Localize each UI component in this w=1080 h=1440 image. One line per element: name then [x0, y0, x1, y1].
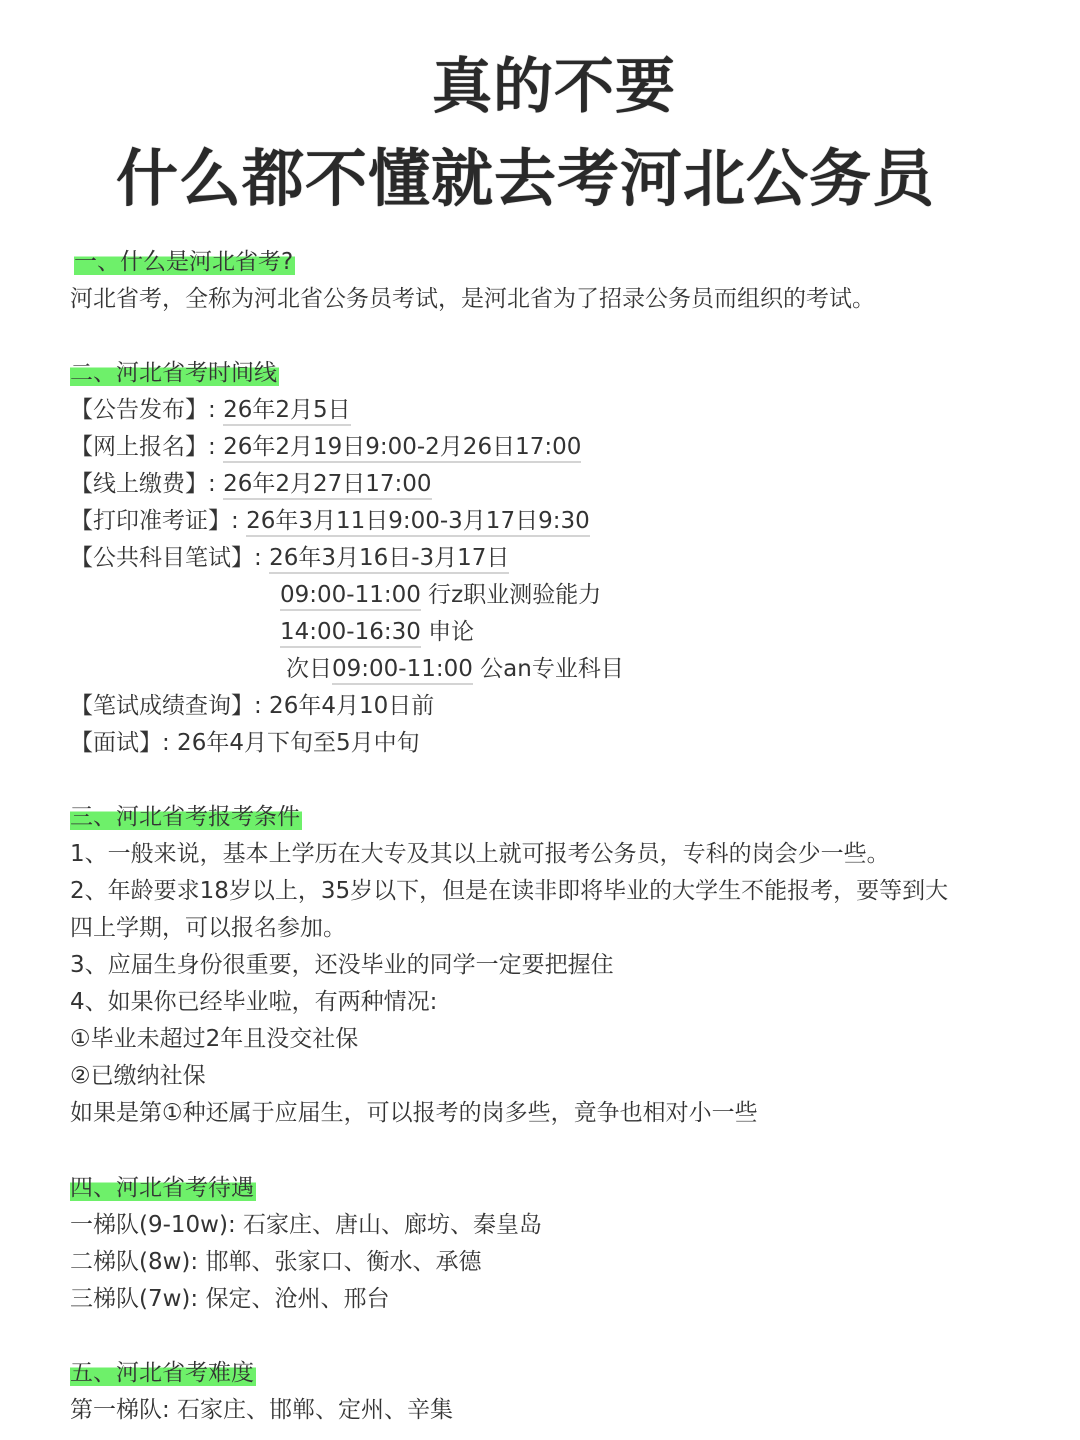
condition-4-case-1: ①毕业未超过2年且没交社保 [70, 1026, 359, 1052]
timeline-value: 26年3月16日-3月17日 [269, 545, 509, 574]
section-3-heading-text: 三、河北省考报考条件 [70, 804, 300, 830]
timeline-item [70, 541, 509, 575]
salary-tier: 三梯队(7w): 保定、沧州、邢台 [70, 1286, 390, 1312]
condition-4-case-2: ②已缴纳社保 [70, 1063, 206, 1089]
timeline-value: 26年2月19日9:00-2月26日17:00 [223, 434, 581, 463]
salary-tier: 二梯队(8w): 邯郸、张家口、衡水、承德 [70, 1249, 482, 1275]
page-title-line-2: 什么都不懂就去考河北公务员 [116, 142, 936, 215]
section-2-heading [70, 356, 279, 390]
condition-1: 1、一般来说，基本上学历在大专及其以上就可报考公务员，专科的岗会少一些。 [70, 841, 890, 867]
exam-time: 09:00-11:00 [280, 582, 421, 611]
exam-subject: 申论 [420, 619, 475, 645]
timeline-label: 【网上报名】: [70, 434, 224, 460]
condition-2-line-2: 四上学期，可以报名参加。 [70, 915, 346, 941]
timeline-label: 【公共科目笔试】: [70, 545, 270, 571]
exam-session [280, 578, 601, 612]
exam-session [286, 652, 624, 686]
page-title-line-1: 真的不要 [432, 52, 676, 122]
exam-time: 14:00-16:30 [280, 619, 421, 648]
condition-note: 如果是第①种还属于应届生，可以报考的岗多些，竟争也相对小一些 [70, 1100, 758, 1126]
timeline-item [70, 504, 590, 538]
salary-tier: 一梯队(9-10w): 石家庄、唐山、廊坊、秦皇岛 [70, 1212, 543, 1238]
exam-time: 09:00-11:00 [332, 656, 473, 685]
timeline-item [70, 430, 581, 464]
exam-subject: 公an专业科目 [472, 656, 624, 682]
exam-session [280, 615, 474, 649]
timeline-label: 【公告发布】: [70, 397, 224, 423]
section-2-heading-text: 二、河北省考时间线 [70, 360, 277, 386]
timeline-label: 【线上缴费】: [70, 471, 224, 497]
timeline-label: 【打印准考证】: [70, 508, 247, 534]
timeline-value: 26年3月11日9:00-3月17日9:30 [246, 508, 590, 537]
section-3-heading [70, 800, 302, 834]
section-1-heading [74, 245, 295, 279]
section-5-heading [70, 1356, 256, 1390]
exam-prefix: 次日 [286, 656, 332, 682]
condition-3: 3、应届生身份很重要，还没毕业的同学一定要把握住 [70, 952, 614, 978]
exam-subject: 行z职业测验能力 [420, 582, 602, 608]
section-5-heading-text: 五、河北省考难度 [70, 1360, 254, 1386]
score-query: 【笔试成绩查询】: 26年4月10日前 [70, 693, 435, 719]
timeline-value: 26年2月5日 [223, 397, 351, 426]
section-1-heading-text: 一、什么是河北省考? [74, 249, 294, 275]
timeline-item [70, 467, 432, 501]
timeline-value: 26年2月27日17:00 [223, 471, 431, 500]
interview: 【面试】: 26年4月下旬至5月中旬 [70, 730, 420, 756]
section-4-heading-text: 四、河北省考待遇 [70, 1175, 254, 1201]
condition-2-line-1: 2、年龄要求18岁以上，35岁以下，但是在读非即将毕业的大学生不能报考，要等到大 [70, 878, 949, 904]
section-1-text: 河北省考，全称为河北省公务员考试，是河北省为了招录公务员而组织的考试。 [70, 286, 875, 312]
section-4-heading [70, 1171, 256, 1205]
condition-4: 4、如果你已经毕业啦，有两种情况: [70, 989, 438, 1015]
timeline-item [70, 393, 351, 427]
difficulty-tier: 第一梯队: 石家庄、邯郸、定州、辛集 [70, 1397, 454, 1423]
